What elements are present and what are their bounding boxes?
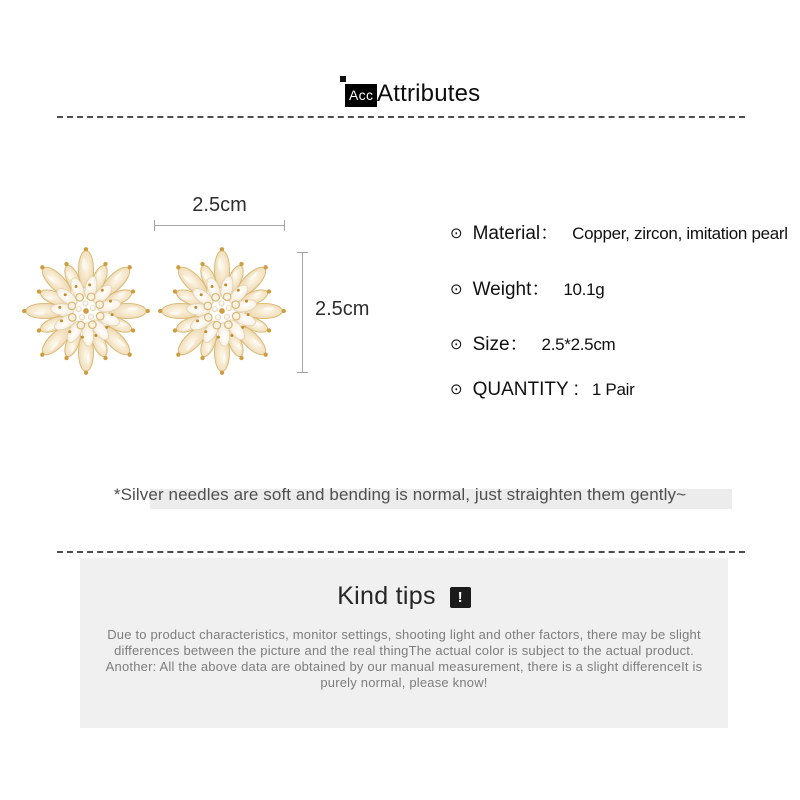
dimension-line-vertical [302, 252, 303, 373]
bullseye-bullet-icon: ⊙ [450, 336, 463, 353]
divider-top [57, 116, 745, 118]
dimension-tick-icon [297, 372, 308, 373]
kind-tips-line: Due to product characteristics, monitor settings, shooting light and other factors, there may be slight [107, 627, 701, 642]
page-title: Attributes [377, 80, 481, 107]
attribute-value: 10.1g [563, 280, 605, 299]
bullseye-bullet-icon: ⊙ [450, 225, 463, 242]
kind-tips-box [80, 558, 728, 728]
attribute-label: Material： [472, 223, 560, 244]
badge-corner-square-icon [340, 76, 346, 82]
kind-tips-text [80, 627, 728, 691]
attribute-value: Copper, zircon, imitation pearl [572, 224, 788, 243]
dimension-label-width: 2.5cm [192, 194, 247, 216]
attribute-label: Size： [472, 334, 529, 355]
attribute-row-quantity [450, 379, 634, 401]
dimension-label-height: 2.5cm [315, 298, 370, 320]
attribute-label: QUANTITY : [472, 379, 579, 400]
attribute-row-weight [450, 274, 604, 301]
kind-tips-title: Kind tips [337, 582, 436, 610]
attribute-value: 2.5*2.5cm [541, 335, 616, 354]
dimension-line-horizontal [154, 225, 285, 226]
needle-note: *Silver needles are soft and bending is normal, just straighten them gently~ [113, 485, 687, 504]
kind-tips-line: Another: All the above data are obtained by our manual measurement, there is a slight differenceIt is [105, 659, 703, 674]
attribute-row-material [450, 218, 788, 245]
dimension-tick-icon [284, 220, 285, 231]
product-image-earring-right [156, 245, 288, 377]
dimension-tick-icon [297, 252, 308, 253]
product-image-earring-left [20, 245, 152, 377]
exclamation-icon: ! [450, 587, 471, 608]
attribute-value: 1 Pair [591, 380, 635, 399]
kind-tips-line: differences between the picture and the real thingThe actual color is subject to the actual product. [114, 643, 694, 658]
attribute-label: Weight： [472, 279, 551, 300]
kind-tips-line: purely normal, please know! [320, 675, 488, 690]
dimension-tick-icon [154, 220, 155, 231]
bullseye-bullet-icon: ⊙ [450, 381, 463, 398]
divider-middle [57, 551, 745, 553]
kind-tips-heading [80, 582, 728, 611]
acc-badge: Acc [345, 84, 377, 107]
bullseye-bullet-icon: ⊙ [450, 281, 463, 298]
attribute-row-size [450, 329, 615, 356]
